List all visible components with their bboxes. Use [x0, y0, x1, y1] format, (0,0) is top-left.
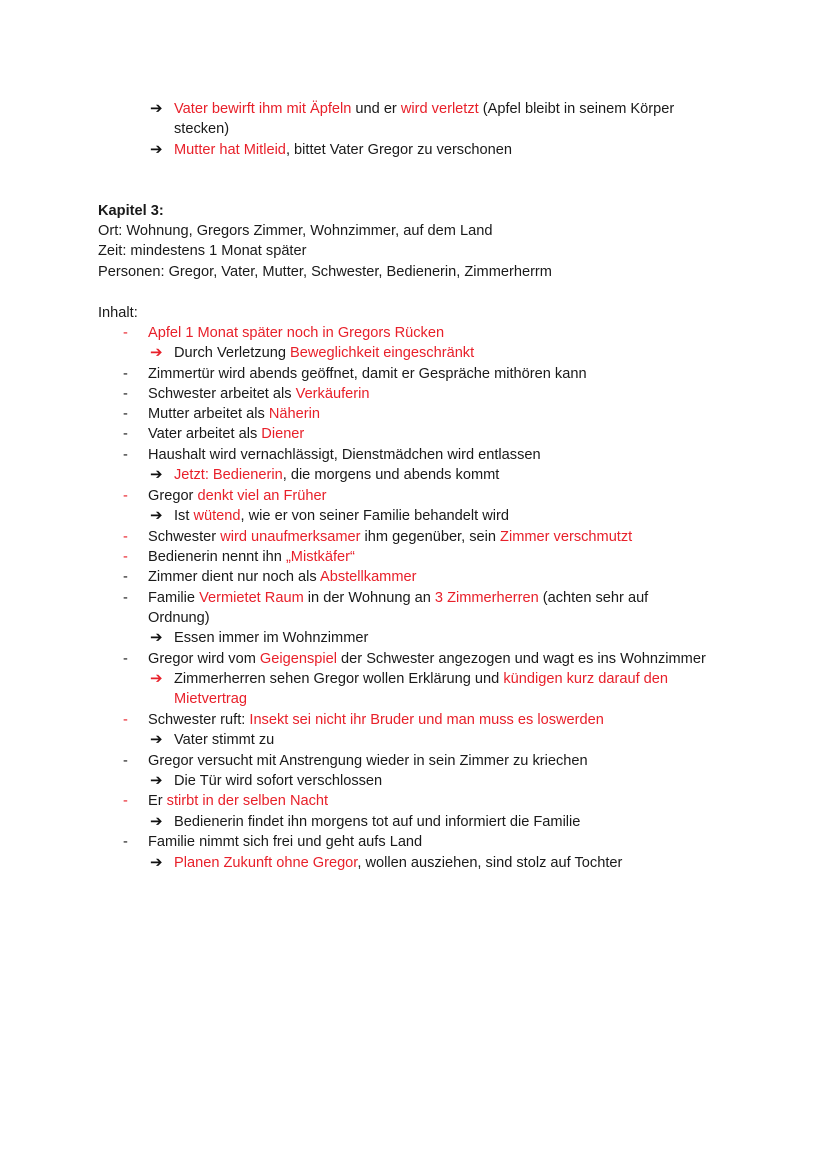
list-subitem: [174, 465, 499, 485]
text-line: [174, 140, 512, 160]
text-span: Mutter hat Mitleid: [174, 142, 286, 158]
arrow-bullet-icon: ➔: [150, 813, 163, 830]
dash-bullet: -: [123, 569, 128, 585]
text-span: Abstellkammer: [319, 569, 417, 585]
text-span: , die morgens und abends kommt: [282, 467, 500, 483]
text-span: wird verletzt: [400, 101, 479, 117]
text-span: Vater stimmt zu: [174, 732, 275, 748]
dash-bullet: -: [123, 325, 128, 341]
list-item: [148, 384, 369, 404]
text-span: Ist: [174, 508, 194, 524]
text-span: in der Wohnung an: [303, 590, 435, 606]
chapter-heading: Kapitel 3:: [98, 203, 164, 219]
text-span: denkt viel an Früher: [197, 488, 327, 504]
text-span: Mutter arbeitet als: [148, 406, 269, 422]
text-span: Näherin: [268, 406, 320, 422]
text-span: stirbt in der selben Nacht: [166, 793, 329, 809]
text-span: Zimmer dient nur noch als: [148, 569, 320, 585]
chapter-zeit: Zeit: mindestens 1 Monat später: [98, 243, 307, 259]
text-span: Schwester: [148, 529, 221, 545]
list-item: [148, 323, 444, 343]
text-span: ihm gegenüber, sein: [360, 529, 501, 545]
text-span: Essen immer im Wohnzimmer: [174, 630, 369, 646]
text-span: Haushalt wird vernachlässigt, Dienstmädchen wird entlassen: [148, 447, 541, 463]
arrow-bullet-icon: ➔: [150, 100, 163, 117]
text-span: Vermietet Raum: [199, 590, 304, 606]
list-item: [148, 751, 588, 771]
text-span: Bedienerin findet ihn morgens tot auf und informiert die Familie: [174, 814, 581, 830]
dash-bullet: -: [123, 753, 128, 769]
text-span: Geigenspiel: [259, 651, 337, 667]
text-span: Familie: [148, 590, 200, 606]
chapter-ort: Ort: Wohnung, Gregors Zimmer, Wohnzimmer, auf dem Land: [98, 223, 493, 239]
list-item: [148, 832, 422, 852]
text-span: Er: [148, 793, 167, 809]
list-subitem: [174, 730, 274, 750]
list-item: [148, 588, 648, 608]
arrow-bullet-icon: ➔: [150, 629, 163, 646]
text-span: kündigen kurz darauf den: [503, 671, 669, 687]
list-item: [148, 424, 304, 444]
list-item: [148, 791, 328, 811]
dash-bullet: -: [123, 386, 128, 402]
list-subitem: [174, 343, 474, 363]
text-span: Jetzt: Bedienerin: [174, 467, 283, 483]
text-span: und er: [351, 101, 401, 117]
list-item: [148, 567, 416, 587]
dash-bullet: -: [123, 406, 128, 422]
list-subitem: [174, 506, 509, 526]
list-subitem: [174, 628, 368, 648]
dash-bullet: -: [123, 488, 128, 504]
list-subitem: [174, 812, 580, 832]
list-subitem: [174, 853, 622, 873]
text-span: (achten sehr auf: [538, 590, 649, 606]
text-span: Bedienerin nennt ihn: [148, 549, 286, 565]
text-line: [174, 119, 229, 139]
text-span: , bittet Vater Gregor zu verschonen: [285, 142, 512, 158]
inhalt-label: Inhalt:: [98, 305, 138, 321]
chapter-personen: Personen: Gregor, Vater, Mutter, Schwester, Bedienerin, Zimmerherrm: [98, 264, 552, 280]
text-span: Gregor wird vom: [148, 651, 260, 667]
text-span: wütend: [193, 508, 241, 524]
list-item: [148, 710, 604, 730]
dash-bullet: -: [123, 834, 128, 850]
list-item: [148, 527, 632, 547]
text-span: „Mistkäfer“: [285, 549, 355, 565]
arrow-bullet-icon: ➔: [150, 344, 163, 361]
dash-bullet: -: [123, 426, 128, 442]
list-item: [148, 486, 326, 506]
text-span: stecken): [174, 121, 230, 137]
text-span: Schwester arbeitet als: [148, 386, 296, 402]
text-span: Schwester ruft:: [148, 712, 250, 728]
list-item: [148, 649, 706, 669]
text-span: Zimmertür wird abends geöffnet, damit er Gespräche mithören kann: [148, 366, 587, 382]
text-span: Planen Zukunft ohne Gregor: [174, 855, 358, 871]
text-span: Vater arbeitet als: [148, 426, 262, 442]
text-span: Die Tür wird sofort verschlossen: [174, 773, 383, 789]
dash-bullet: -: [123, 712, 128, 728]
text-span: wird unaufmerksamer: [220, 529, 361, 545]
list-item: [148, 404, 320, 424]
text-span: Diener: [261, 426, 305, 442]
arrow-bullet-icon: ➔: [150, 141, 163, 158]
arrow-bullet-icon: ➔: [150, 731, 163, 748]
text-span: Zimmer verschmutzt: [500, 529, 633, 545]
dash-bullet: -: [123, 447, 128, 463]
text-span: Gregor versucht mit Anstrengung wieder in sein Zimmer zu kriechen: [148, 753, 588, 769]
text-span: Insekt sei nicht ihr Bruder und man muss es loswerden: [249, 712, 604, 728]
arrow-bullet-icon: ➔: [150, 670, 163, 687]
text-span: (Apfel bleibt in seinem Körper: [478, 101, 675, 117]
text-span: Familie nimmt sich frei und geht aufs Land: [148, 834, 423, 850]
text-span: Vater bewirft ihm mit Äpfeln: [174, 101, 352, 117]
list-item: [148, 445, 541, 465]
arrow-bullet-icon: ➔: [150, 507, 163, 524]
list-subitem-continuation: [174, 689, 247, 709]
text-span: Beweglichkeit eingeschränkt: [290, 345, 475, 361]
text-span: Apfel 1 Monat später noch in Gregors Rücken: [148, 325, 445, 341]
list-item: [148, 547, 355, 567]
text-span: , wollen ausziehen, sind stolz auf Tochter: [357, 855, 623, 871]
dash-bullet: -: [123, 590, 128, 606]
text-span: der Schwester angezogen und wagt es ins Wohnzimmer: [337, 651, 706, 667]
text-span: Ordnung): [148, 610, 210, 626]
text-span: Gregor: [148, 488, 198, 504]
arrow-bullet-icon: ➔: [150, 854, 163, 871]
dash-bullet: -: [123, 529, 128, 545]
dash-bullet: -: [123, 793, 128, 809]
dash-bullet: -: [123, 366, 128, 382]
arrow-bullet-icon: ➔: [150, 772, 163, 789]
list-subitem: [174, 771, 382, 791]
text-span: Mietvertrag: [174, 691, 247, 707]
arrow-bullet-icon: ➔: [150, 466, 163, 483]
text-span: 3 Zimmerherren: [434, 590, 539, 606]
text-span: Durch Verletzung: [174, 345, 291, 361]
text-span: Zimmerherren sehen Gregor wollen Erklärung und: [174, 671, 504, 687]
dash-bullet: -: [123, 549, 128, 565]
dash-bullet: -: [123, 651, 128, 667]
list-item: [148, 364, 587, 384]
list-subitem: [174, 669, 668, 689]
text-span: Verkäuferin: [295, 386, 370, 402]
text-line: [174, 99, 674, 119]
text-span: , wie er von seiner Familie behandelt wird: [240, 508, 510, 524]
list-item-continuation: [148, 608, 210, 628]
